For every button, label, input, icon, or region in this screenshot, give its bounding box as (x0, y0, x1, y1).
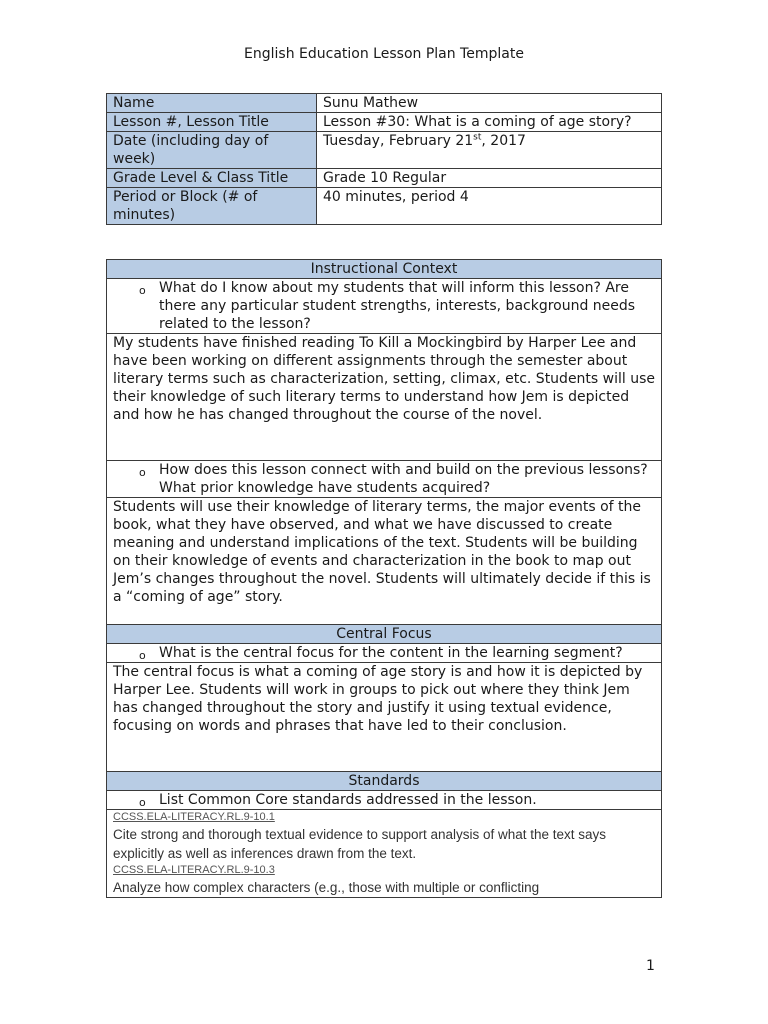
bullet-icon: o (139, 284, 146, 297)
bullet-icon: o (139, 466, 146, 479)
period-label: Period or Block (# of minutes) (107, 188, 317, 225)
table-row (107, 94, 662, 113)
date-value-year: , 2017 (481, 133, 526, 149)
name-value: Sunu Mathew (317, 94, 662, 113)
instructional-context-heading: Instructional Context (107, 260, 662, 279)
standards-list (107, 810, 662, 898)
standard-text-1: Cite strong and thorough textual evidence to support analysis of what the text says explicitly as well as inferences drawn from the text. (113, 827, 607, 861)
table-row (107, 113, 662, 132)
page-number: 1 (646, 958, 655, 974)
standards-instruction (107, 791, 662, 810)
grade-value: Grade 10 Regular (317, 169, 662, 188)
date-value (317, 132, 662, 169)
central-focus-heading: Central Focus (107, 625, 662, 644)
table-row (107, 188, 662, 225)
question-text: What is the central focus for the content in the learning segment? (159, 645, 623, 661)
standards-heading: Standards (107, 772, 662, 791)
lesson-value: Lesson #30: What is a coming of age story? (317, 113, 662, 132)
date-value-suffix: st (473, 132, 482, 143)
period-value: 40 minutes, period 4 (317, 188, 662, 225)
lesson-context-table (106, 259, 662, 898)
instruction-text: List Common Core standards addressed in the lesson. (159, 792, 537, 808)
grade-label: Grade Level & Class Title (107, 169, 317, 188)
table-row (107, 132, 662, 169)
bullet-icon: o (139, 796, 146, 809)
table-row (107, 169, 662, 188)
standard-text-2: Analyze how complex characters (e.g., those with multiple or conflicting (113, 880, 540, 895)
document-title: English Education Lesson Plan Template (244, 46, 524, 62)
instructional-context-question-1 (107, 279, 662, 334)
instructional-context-question-2 (107, 461, 662, 498)
date-label: Date (including day of week) (107, 132, 317, 169)
bullet-icon: o (139, 649, 146, 662)
central-focus-answer: The central focus is what a coming of age story is and how it is depicted by Harper Lee. Students will work in groups to pick out where they think Jem has changed throughout the story and justify it using textual evidence, focusing on words and phrases that have led to their conclusion. (107, 663, 662, 772)
lesson-info-table (106, 93, 662, 225)
standard-code-1[interactable]: CCSS.ELA-LITERACY.RL.9-10.1 (113, 811, 275, 823)
question-text: What do I know about my students that will inform this lesson? Are there any particular student strengths, interests, background needs related to the lesson? (159, 280, 636, 332)
instructional-context-answer-1: My students have finished reading To Kill a Mockingbird by Harper Lee and have been working on different assignments through the semester about literary terms such as characterization, setting, climax, etc. Students will use their knowledge of such literary terms to understand how Jem is depicted and how he has changed throughout the course of the novel. (107, 334, 662, 461)
lesson-label: Lesson #, Lesson Title (107, 113, 317, 132)
date-value-main: Tuesday, February 21 (323, 133, 474, 149)
central-focus-question (107, 644, 662, 663)
question-text: How does this lesson connect with and build on the previous lessons? What prior knowledge have students acquired? (159, 462, 648, 496)
instructional-context-answer-2: Students will use their knowledge of literary terms, the major events of the book, what they have observed, and what we have discussed to create meaning and understand implications of the text. Students will be building on their knowledge of events and characterization in the book to map out Jem’s changes throughout the novel. Students will ultimately decide if this is a “coming of age” story. (107, 498, 662, 625)
standard-code-2[interactable]: CCSS.ELA-LITERACY.RL.9-10.3 (113, 864, 275, 876)
name-label: Name (107, 94, 317, 113)
